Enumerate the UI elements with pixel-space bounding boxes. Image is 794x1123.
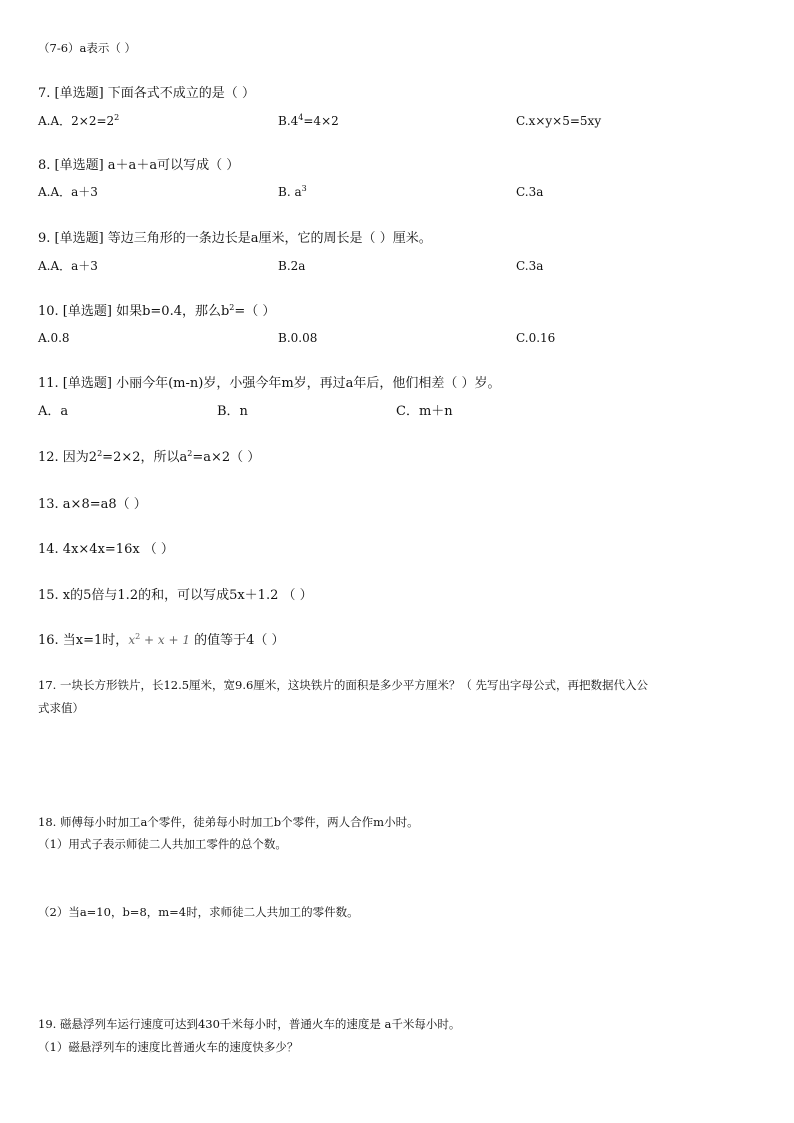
question-18-part-2: （2）当a=10，b=8，m=4时，求师徒二人共加工的零件数。 (38, 905, 359, 919)
q9-option-a[interactable]: A.A．a＋3 (38, 259, 98, 273)
q8-option-a[interactable]: A.A．a＋3 (38, 185, 98, 199)
q16-expression: $x^2 + x + 1$ (128, 632, 190, 647)
q9-option-b[interactable]: B.2a (278, 259, 306, 273)
question-6-part: （7-6）a表示（ ） (38, 41, 137, 55)
question-16: 16. 当x=1时，$x^2 + x + 1$ 的值等于4（ ） (38, 632, 285, 648)
question-18-part-1: （1）用式子表示师徒二人共加工零件的总个数。 (38, 837, 287, 851)
q7-option-b[interactable]: $B.4^4=4\times 2$ (278, 113, 339, 128)
q10-option-c[interactable]: C.0.16 (516, 331, 556, 345)
question-18: 18. 师傅每小时加工a个零件，徒弟每小时加工b个零件，两人合作m小时。 (38, 815, 419, 829)
question-11: 11. [单选题] 小丽今年(m-n)岁，小强今年m岁，再过a年后，他们相差（ ）岁。 (38, 376, 501, 391)
question-17-continued: 式求值） (38, 701, 84, 715)
q8-option-b[interactable]: B. $a^3$ (278, 184, 307, 199)
question-9: 9. [单选题] 等边三角形的一条边长是a厘米，它的周长是（ ）厘米。 (38, 231, 432, 246)
q11-option-c[interactable]: C．m＋n (396, 404, 453, 419)
question-17: 17. 一块长方形铁片，长12.5厘米，宽9.6厘米，这块铁片的面积是多少平方厘米？（ 先写出字母公式，再把数据代入公 (38, 678, 648, 692)
question-12: 12. 因为$2^2=2\times 2$，所以$a^2=a\times 2$（ ） (38, 449, 261, 465)
question-14: 14. 4x×4x=16x （ ） (38, 542, 174, 557)
q11-option-b[interactable]: B．n (217, 404, 248, 419)
question-10: 10. [单选题] 如果b=0.4，那么$b^2=$（ ） (38, 303, 276, 319)
q7-option-a[interactable]: A.A．$2\times 2=2^2$ (38, 113, 120, 128)
question-15: 15. x的5倍与1.2的和，可以写成5x＋1.2 （ ） (38, 588, 313, 603)
q11-option-a[interactable]: A．a (38, 404, 69, 419)
question-7: 7. [单选题] 下面各式不成立的是（ ） (38, 86, 255, 101)
question-13: 13. a×8=a8（ ） (38, 497, 147, 512)
q9-option-c[interactable]: C.3a (516, 259, 544, 273)
question-19: 19. 磁悬浮列车运行速度可达到430千米每小时，普通火车的速度是 a千米每小时。 (38, 1017, 461, 1031)
question-8: 8. [单选题] a＋a＋a可以写成（ ） (38, 158, 240, 173)
q10-option-a[interactable]: A.0.8 (38, 331, 70, 345)
q10-option-b[interactable]: B.0.08 (278, 331, 318, 345)
q7-option-c[interactable]: C.x×y×5=5xy (516, 114, 602, 128)
question-19-part-1: （1）磁悬浮列车的速度比普通火车的速度快多少？ (38, 1040, 299, 1054)
q8-option-c[interactable]: C.3a (516, 185, 544, 199)
